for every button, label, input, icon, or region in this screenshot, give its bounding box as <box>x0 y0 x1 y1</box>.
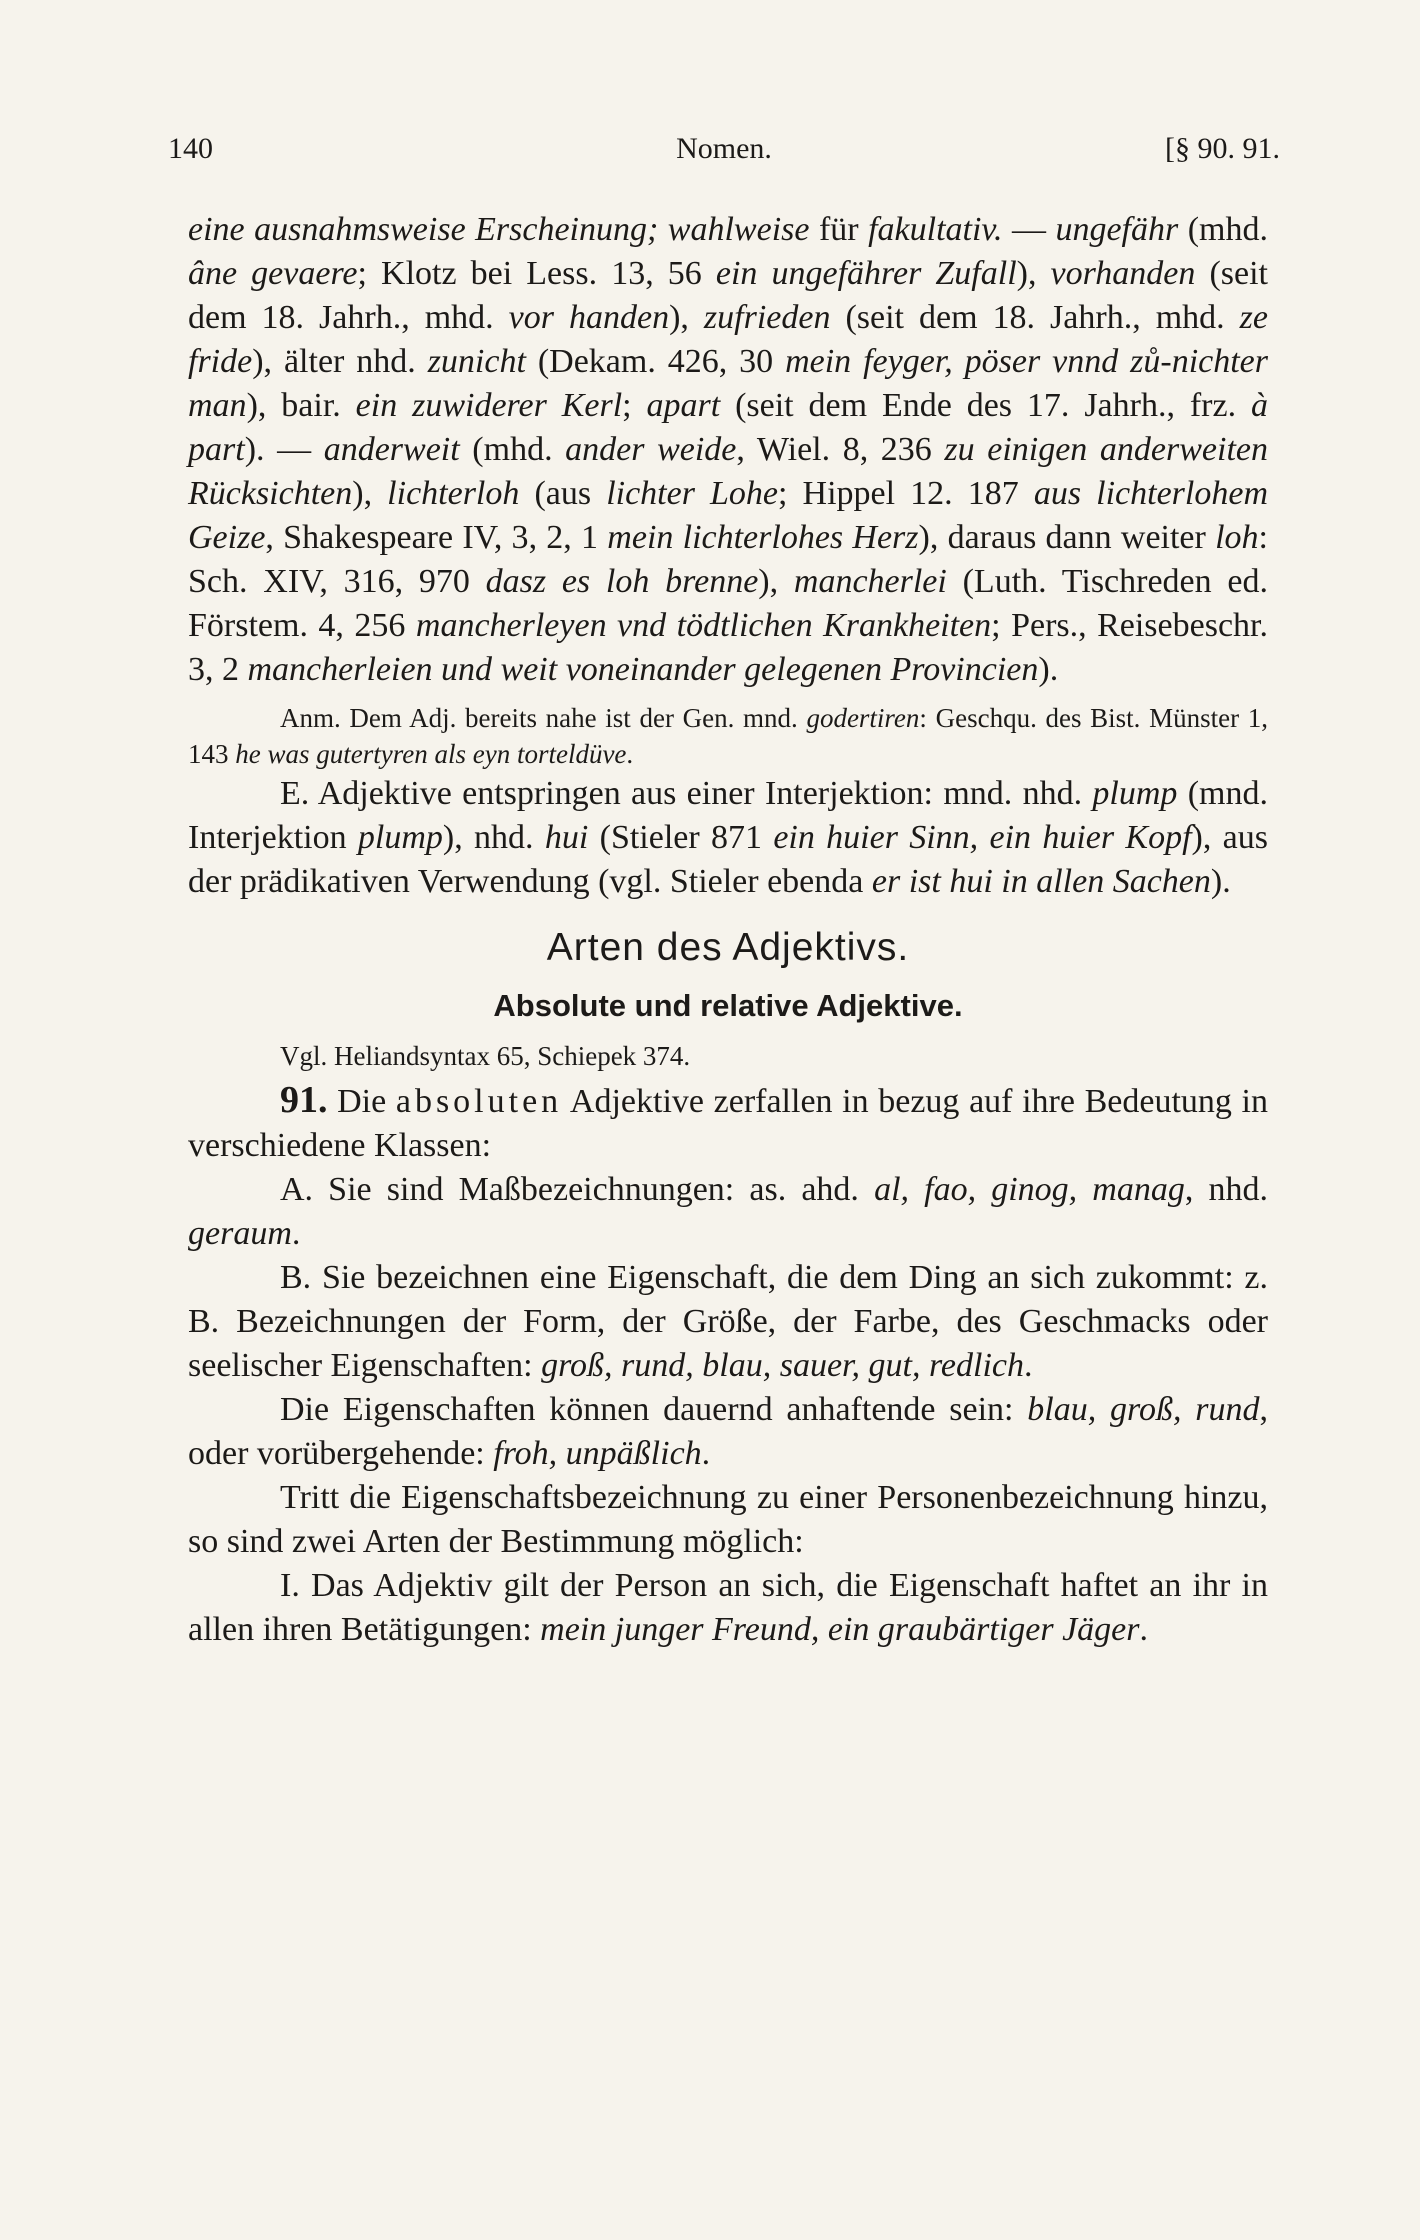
subsection-heading: Absolute und relative Adjektive. <box>493 988 963 1023</box>
header-section: [§ 90. 91. <box>1165 132 1280 165</box>
body-text <box>188 208 1268 1652</box>
paragraph-b: B. Sie bezeichnen eine Eigenschaft, die dem Ding an sich zukommt: z. B. Bezeichnungen der Form, der Größe, der Farbe, des Geschmacks oder seelischer Eigenschaften: groß, rund, blau, sauer, gut, redlich. <box>188 1259 1268 1384</box>
section-number: 91. <box>280 1079 328 1121</box>
paragraph-91: 91. Die absoluten Adjektive zerfallen in bezug auf ihre Bedeutung in verschiedene Klassen: <box>188 1079 1268 1164</box>
paragraph-e: E. Adjektive entspringen aus einer Interjektion: mnd. nhd. plump (mnd. Interjektion plump), nhd. hui (Stieler 871 ein huier Sinn, ein huier Kopf), aus der prädikativen Verwendung (vgl. Stieler ebenda er ist hui in allen Sachen). <box>188 775 1268 900</box>
paragraph-c: Die Eigenschaften können dauernd anhaftende sein: blau, groß, rund, oder vorübergehende: froh, unpäßlich. <box>188 1391 1268 1472</box>
running-header <box>168 132 1280 182</box>
page-number: 140 <box>168 132 213 165</box>
annotation-note: Anm. Dem Adj. bereits nahe ist der Gen. mnd. godertiren: Geschqu. des Bist. Münster 1, 143 he was gutertyren als eyn torteldüve. <box>188 703 1268 769</box>
header-title: Nomen. <box>676 132 772 165</box>
section-heading: Arten des Adjektivs. <box>546 926 910 969</box>
paragraph-i: I. Das Adjektiv gilt der Person an sich, die Eigenschaft haftet an ihr in allen ihren Betätigungen: mein junger Freund, ein graubärtiger Jäger. <box>188 1567 1268 1648</box>
paragraph-a: A. Sie sind Maßbezeichnungen: as. ahd. al, fao, ginog, manag, nhd. geraum. <box>188 1171 1268 1252</box>
paragraph-continuation: eine ausnahmsweise Erscheinung; wahlweise für fakultativ. — ungefähr (mhd. âne gevaere; Klotz bei Less. 13, 56 ein ungefährer Zufall), vorhanden (seit dem 18. Jahrh., mhd. vor handen), zufrieden (seit dem 18. Jahrh., mhd. ze fride), älter nhd. zunicht (Dekam. 426, 30 mein feyger, pöser vnnd zů-nichter man), bair. ein zuwiderer Kerl; apart (seit dem Ende des 17. Jahrh., frz. à part). — anderweit (mhd. ander weide, Wiel. 8, 236 zu einigen anderweiten Rücksichten), lichterloh (aus lichter Lohe; Hippel 12. 187 aus lichterlohem Geize, Shakespeare IV, 3, 2, 1 mein lichterlohes Herz), daraus dann weiter loh: Sch. XIV, 316, 970 dasz es loh brenne), mancherlei (Luth. Tischreden ed. Förstem. 4, 256 mancherleyen vnd tödtlichen Krankheiten; Pers., Reisebeschr. 3, 2 mancherleien und weit voneinander gelegenen Provincien). <box>188 211 1269 688</box>
reference-line: Vgl. Heliandsyntax 65, Schiepek 374. <box>280 1041 691 1071</box>
paragraph-d: Tritt die Eigenschaftsbezeichnung zu einer Personenbezeichnung hinzu, so sind zwei Arten der Bestimmung möglich: <box>188 1479 1268 1560</box>
